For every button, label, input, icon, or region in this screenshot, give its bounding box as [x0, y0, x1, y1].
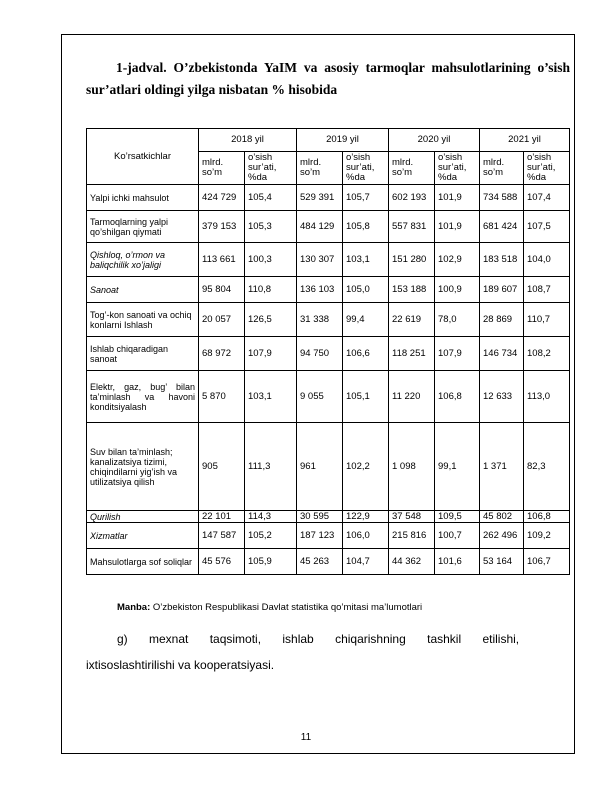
- value-cell: 118 251: [389, 337, 435, 371]
- value-cell: 45 802: [480, 511, 524, 523]
- value-cell: 187 123: [297, 523, 343, 549]
- growth-cell: 103,1: [245, 371, 297, 423]
- value-cell: 905: [199, 423, 245, 511]
- year-header: 2020 yil: [389, 129, 480, 152]
- growth-cell: 102,2: [343, 423, 389, 511]
- table-row: [87, 549, 570, 575]
- value-cell: 147 587: [199, 523, 245, 549]
- growth-cell: 104,0: [524, 243, 570, 277]
- growth-cell: 105,4: [245, 185, 297, 211]
- value-cell: 681 424: [480, 211, 524, 243]
- sub-header-value: mlrd. so’m: [480, 152, 524, 185]
- value-cell: 20 057: [199, 303, 245, 337]
- growth-cell: 100,7: [435, 523, 480, 549]
- value-cell: 68 972: [199, 337, 245, 371]
- growth-cell: 126,5: [245, 303, 297, 337]
- value-cell: 113 661: [199, 243, 245, 277]
- value-cell: 37 548: [389, 511, 435, 523]
- value-cell: 183 518: [480, 243, 524, 277]
- growth-cell: 105,3: [245, 211, 297, 243]
- growth-cell: 99,4: [343, 303, 389, 337]
- value-cell: 529 391: [297, 185, 343, 211]
- growth-cell: 100,9: [435, 277, 480, 303]
- table-row: [87, 243, 570, 277]
- table-row: [87, 185, 570, 211]
- value-cell: 189 607: [480, 277, 524, 303]
- sub-header-growth: o’sish sur’ati, %da: [245, 152, 297, 185]
- row-label: Suv bilan ta’minlash; kanalizatsiya tizimi, chiqindilarni yig’ish va utilizatsiya qilish: [87, 423, 199, 511]
- growth-cell: 122,9: [343, 511, 389, 523]
- sub-header-growth: o’sish sur’ati, %da: [343, 152, 389, 185]
- value-cell: 44 362: [389, 549, 435, 575]
- value-cell: 53 164: [480, 549, 524, 575]
- sub-header-value: mlrd. so’m: [297, 152, 343, 185]
- growth-cell: 107,5: [524, 211, 570, 243]
- row-label: Sanoat: [87, 277, 199, 303]
- table-body: [87, 185, 570, 575]
- value-cell: 215 816: [389, 523, 435, 549]
- value-cell: 94 750: [297, 337, 343, 371]
- value-cell: 28 869: [480, 303, 524, 337]
- growth-cell: 101,9: [435, 185, 480, 211]
- value-cell: 5 870: [199, 371, 245, 423]
- table-row: [87, 371, 570, 423]
- growth-cell: 107,4: [524, 185, 570, 211]
- growth-cell: 110,7: [524, 303, 570, 337]
- value-cell: 130 307: [297, 243, 343, 277]
- value-cell: 9 055: [297, 371, 343, 423]
- source-label: Manba:: [117, 602, 151, 613]
- table-row: [87, 277, 570, 303]
- sub-header-value: mlrd. so’m: [389, 152, 435, 185]
- row-label: Qishloq, o’rmon va baliqchilik xo’jaligi: [87, 243, 199, 277]
- growth-cell: 108,7: [524, 277, 570, 303]
- row-label: Tarmoqlarning yalpi qo’shilgan qiymati: [87, 211, 199, 243]
- row-label: Yalpi ichki mahsulot: [87, 185, 199, 211]
- growth-cell: 102,9: [435, 243, 480, 277]
- value-cell: 45 263: [297, 549, 343, 575]
- value-cell: 1 098: [389, 423, 435, 511]
- value-cell: 11 220: [389, 371, 435, 423]
- growth-cell: 78,0: [435, 303, 480, 337]
- growth-cell: 105,8: [343, 211, 389, 243]
- gdp-growth-table: [86, 128, 570, 575]
- value-cell: 136 103: [297, 277, 343, 303]
- sub-header-growth: o’sish sur’ati, %da: [524, 152, 570, 185]
- growth-cell: 107,9: [245, 337, 297, 371]
- value-cell: 961: [297, 423, 343, 511]
- value-cell: 22 619: [389, 303, 435, 337]
- growth-cell: 113,0: [524, 371, 570, 423]
- sub-header-value: mlrd. so’m: [199, 152, 245, 185]
- growth-cell: 106,8: [524, 511, 570, 523]
- growth-cell: 105,7: [343, 185, 389, 211]
- value-cell: 31 338: [297, 303, 343, 337]
- growth-cell: 101,9: [435, 211, 480, 243]
- growth-cell: 100,3: [245, 243, 297, 277]
- value-cell: 151 280: [389, 243, 435, 277]
- row-label: Tog’-kon sanoati va ochiq konlarni Ishlash: [87, 303, 199, 337]
- row-label: Elektr, gaz, bug’ bilan ta’minlash va havoni konditsiyalash: [87, 371, 199, 423]
- growth-cell: 111,3: [245, 423, 297, 511]
- value-cell: 557 831: [389, 211, 435, 243]
- body-paragraph-line: ixtisoslashtirilishi va kooperatsiyasi.: [86, 658, 275, 672]
- growth-cell: 105,2: [245, 523, 297, 549]
- value-cell: 22 101: [199, 511, 245, 523]
- growth-cell: 103,1: [343, 243, 389, 277]
- growth-cell: 105,0: [343, 277, 389, 303]
- growth-cell: 106,8: [435, 371, 480, 423]
- value-cell: 30 595: [297, 511, 343, 523]
- growth-cell: 109,5: [435, 511, 480, 523]
- value-cell: 484 129: [297, 211, 343, 243]
- year-header: 2019 yil: [297, 129, 389, 152]
- table-row: [87, 337, 570, 371]
- growth-cell: 109,2: [524, 523, 570, 549]
- growth-cell: 106,0: [343, 523, 389, 549]
- source-note: [117, 602, 422, 613]
- table-row: [87, 423, 570, 511]
- growth-cell: 114,3: [245, 511, 297, 523]
- value-cell: 262 496: [480, 523, 524, 549]
- growth-cell: 101,6: [435, 549, 480, 575]
- value-cell: 45 576: [199, 549, 245, 575]
- growth-cell: 106,6: [343, 337, 389, 371]
- growth-cell: 99,1: [435, 423, 480, 511]
- table-row: [87, 303, 570, 337]
- source-text: O’zbekiston Respublikasi Davlat statistika qo’mitasi ma’lumotlari: [152, 602, 423, 613]
- value-cell: 734 588: [480, 185, 524, 211]
- value-cell: 12 633: [480, 371, 524, 423]
- year-header: 2021 yil: [480, 129, 570, 152]
- table-title: 1-jadval. O’zbekistonda YaIM va asosiy tarmoqlar mahsulotlarining o’sish sur’atlari oldingi yilga nisbatan % hisobida: [86, 60, 570, 97]
- growth-cell: 108,2: [524, 337, 570, 371]
- growth-cell: 105,9: [245, 549, 297, 575]
- value-cell: 95 804: [199, 277, 245, 303]
- page-number: 11: [300, 732, 312, 743]
- value-cell: 1 371: [480, 423, 524, 511]
- sub-header-growth: o’sish sur’ati, %da: [435, 152, 480, 185]
- value-cell: 146 734: [480, 337, 524, 371]
- growth-cell: 107,9: [435, 337, 480, 371]
- value-cell: 424 729: [199, 185, 245, 211]
- growth-cell: 82,3: [524, 423, 570, 511]
- growth-cell: 110,8: [245, 277, 297, 303]
- year-header: 2018 yil: [199, 129, 297, 152]
- growth-cell: 105,1: [343, 371, 389, 423]
- row-label: Xizmatlar: [87, 523, 199, 549]
- body-paragraph-line: g) mexnat taqsimoti, ishlab chiqarishning tashkil etilishi,: [117, 632, 520, 646]
- table-row: [87, 511, 570, 523]
- growth-cell: 106,7: [524, 549, 570, 575]
- growth-cell: 104,7: [343, 549, 389, 575]
- value-cell: 153 188: [389, 277, 435, 303]
- value-cell: 602 193: [389, 185, 435, 211]
- table-row: [87, 523, 570, 549]
- value-cell: 379 153: [199, 211, 245, 243]
- row-label: Qurilish: [87, 511, 199, 523]
- row-label: Ishlab chiqaradigan sanoat: [87, 337, 199, 371]
- table-row: [87, 211, 570, 243]
- row-label: Mahsulotlarga sof soliqlar: [87, 549, 199, 575]
- row-header-cell: Ko’rsatkichlar: [87, 129, 199, 185]
